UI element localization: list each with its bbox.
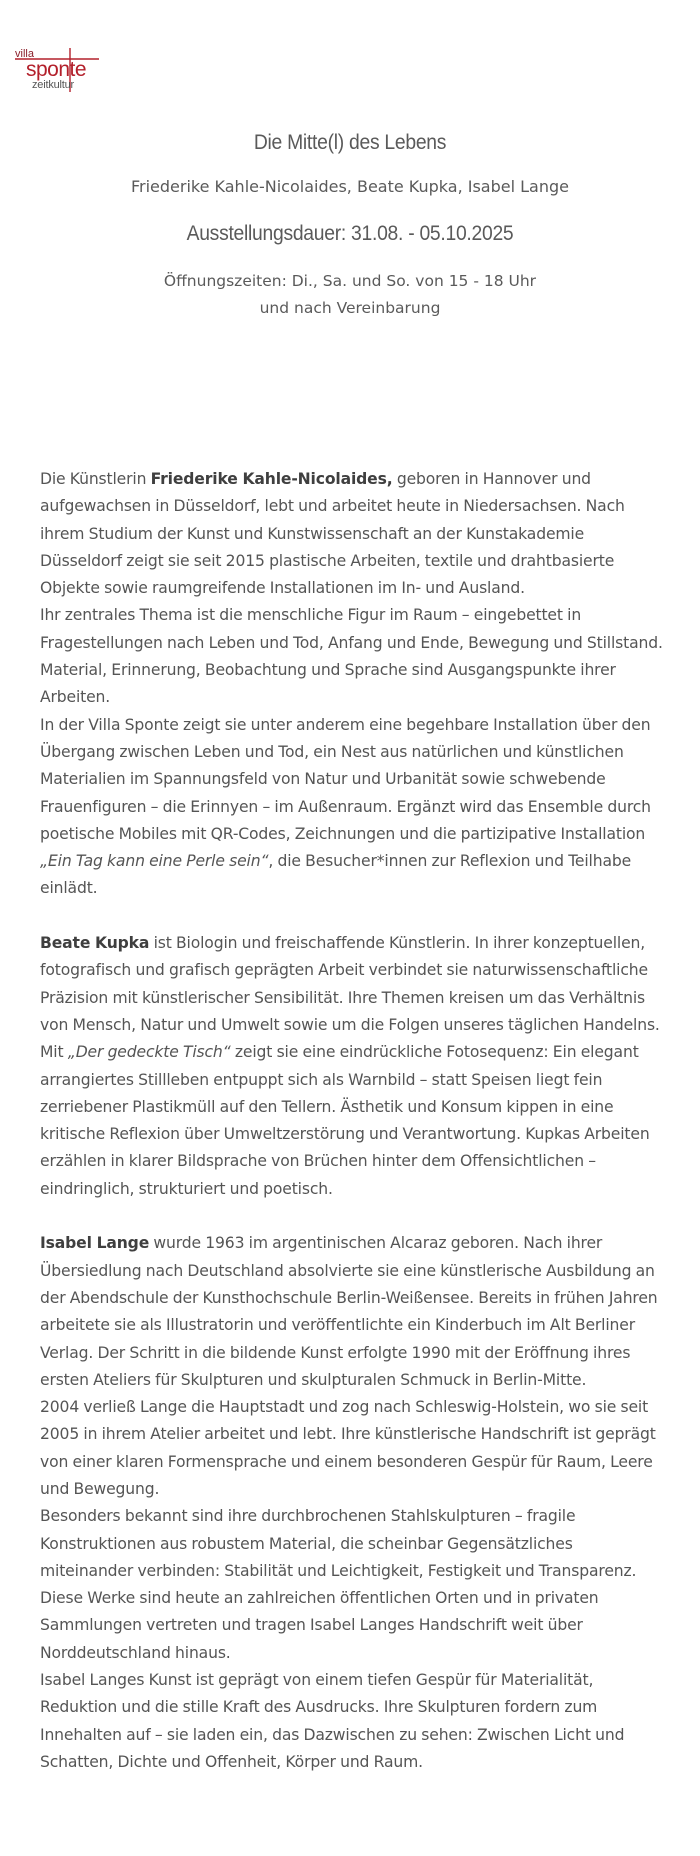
kahle-bio: geboren in Hannover und aufgewachsen in Düsseldorf, lebt und arbeitet heute in Niedersachsen. Nach ihrem Studium der Kunst und Kunstwissenschaft an der Kunstakademie Düsseldorf zeigt sie seit 2015 plastische Arbeiten, textile und drahtbasierte Objekte sowie raumgreifende Installationen im In- und Ausland. [40, 470, 625, 598]
kahle-work-title: „Ein Tag kann eine Perle sein“ [40, 852, 269, 871]
artist-name-lange: Isabel Lange [40, 1234, 150, 1253]
kupka-p2-post: zeigt sie eine eindrückliche Fotosequenz: Ein elegant arrangiertes Stillleben entpuppt sich als Warnbild – statt Speisen liegt fein zerriebener Plastikmüll auf den Tellern. Ästhetik und Konsum kippen in eine kritische Reflexion über Umweltzerstörung und Verantwortung. Kupkas Arbeiten erzählen in klarer Bildsprache von Brüchen hinter dem Offensichtlichen – eindringlich, strukturiert und poetisch. [40, 1043, 650, 1198]
artist-name-kahle: Friederike Kahle-Nicolaides, [150, 470, 393, 488]
kahle-paragraph-1 [40, 466, 668, 602]
section-kupka [40, 930, 668, 1203]
kahle-p3-pre: In der Villa Sponte zeigt sie unter anderem eine begehbare Installation über den Übergang zwischen Leben und Tod, ein Nest aus natürlichen und künstlichen Materialien im Spannungsfeld von Natur und Urbanität sowie schwebende Frauenfiguren – die Erinnyen – im Außenraum. Ergänzt wird das Ensemble durch poetische Mobiles mit QR-Codes, Zeichnungen und die partizipative Installation [40, 715, 651, 843]
lange-paragraph-3: Besonders bekannt sind ihre durchbrochenen Stahlskulpturen – fragile Konstruktionen aus robustem Material, die scheinbar Gegensätzliches miteinander verbinden: Stabilität und Leichtigkeit, Festigkeit und Transparenz. Diese Werke sind heute an zahlreichen öffentlichen Orten und in privaten Sammlungen vertreten und tragen Isabel Langes Handschrift weit über Norddeutschland hinaus. [40, 1507, 637, 1662]
lange-paragraph-2: 2004 verließ Lange die Hauptstadt und zog nach Schleswig-Holstein, wo sie seit 2005 in ihrem Atelier arbeitet und lebt. Ihre künstlerische Handschrift ist geprägt von einer klaren Formensprache und einem besonderen Gespür für Raum, Leere und Bewegung. [40, 1398, 656, 1498]
kahle-p3-post: , die Besucher*innen zur Reflexion und Teilhabe einlädt. [40, 852, 632, 898]
section-lange [40, 1230, 668, 1776]
logo-word-top: villa [15, 48, 34, 60]
exhibition-duration: Ausstellungsdauer: 31.08. - 05.10.2025 [186, 222, 514, 245]
kupka-work-title: „Der gedeckte Tisch“ [67, 1043, 231, 1062]
section-kahle-nicolaides [40, 466, 668, 903]
exhibition-title: Die Mitte(l) des Lebens [253, 131, 447, 154]
artist-name-kupka: Beate Kupka [40, 934, 150, 953]
kahle-paragraph-3 [40, 712, 668, 903]
kahle-paragraph-2: Ihr zentrales Thema ist die menschliche Figur im Raum – eingebettet in Fragestellungen nach Leben und Tod, Anfang und Ende, Bewegung und Stillstand. Material, Erinnerung, Beobachtung und Sprache sind Ausgangspunkte ihrer Arbeiten. [40, 606, 663, 707]
logo-mark [15, 48, 99, 92]
logo-word-bottom: zeitkultur [32, 79, 75, 91]
opening-hours-line-2: und nach Vereinbarung [259, 299, 441, 317]
kupka-bio: ist Biologin und freischaffende Künstlerin. In ihrer konzeptuellen, fotografisch und grafisch geprägten Arbeit verbindet sie naturwissenschaftliche Präzision mit künstlerischer Sensibilität. Ihre Themen kreisen um das Verhältnis von Mensch, Natur und Umwelt sowie um die Folgen unseres täglichen Handelns. [40, 934, 660, 1034]
kupka-p2-pre: Mit [40, 1043, 68, 1062]
lange-bio: wurde 1963 im argentinischen Alcaraz geboren. Nach ihrer Übersiedlung nach Deutschland absolvierte sie eine künstlerische Ausbildung an der Abendschule der Kunsthochschule Berlin-Weißensee. Bereits in frühen Jahren arbeitete sie als Illustratorin und veröffentlichte ein Kinderbuch im Alt Berliner Verlag. Der Schritt in die bildende Kunst erfolgte 1990 mit der Eröffnung ihres ersten Ateliers für Skulpturen und skulpturalen Schmuck in Berlin-Mitte. [40, 1234, 658, 1389]
kahle-intro: Die Künstlerin [40, 470, 151, 488]
lange-paragraph-1 [40, 1230, 668, 1394]
exhibition-artists: Friederike Kahle-Nicolaides, Beate Kupka, Isabel Lange [130, 177, 569, 196]
opening-hours-line-1: Öffnungszeiten: Di., Sa. und So. von 15 - 18 Uhr [163, 272, 537, 290]
kupka-paragraph-2 [40, 1039, 668, 1203]
villa-sponte-logo[interactable] [15, 48, 99, 92]
artist-descriptions [40, 466, 668, 1804]
kupka-paragraph-1 [40, 930, 668, 1039]
lange-paragraph-4: Isabel Langes Kunst ist geprägt von einem tiefen Gespür für Materialität, Reduktion und die stille Kraft des Ausdrucks. Ihre Skulpturen fordern zum Innehalten auf – sie laden ein, das Dazwischen zu sehen: Zwischen Licht und Schatten, Dichte und Offenheit, Körper und Raum. [40, 1671, 625, 1771]
logo-word-main: sponte [26, 58, 87, 81]
opening-hours [0, 268, 700, 322]
